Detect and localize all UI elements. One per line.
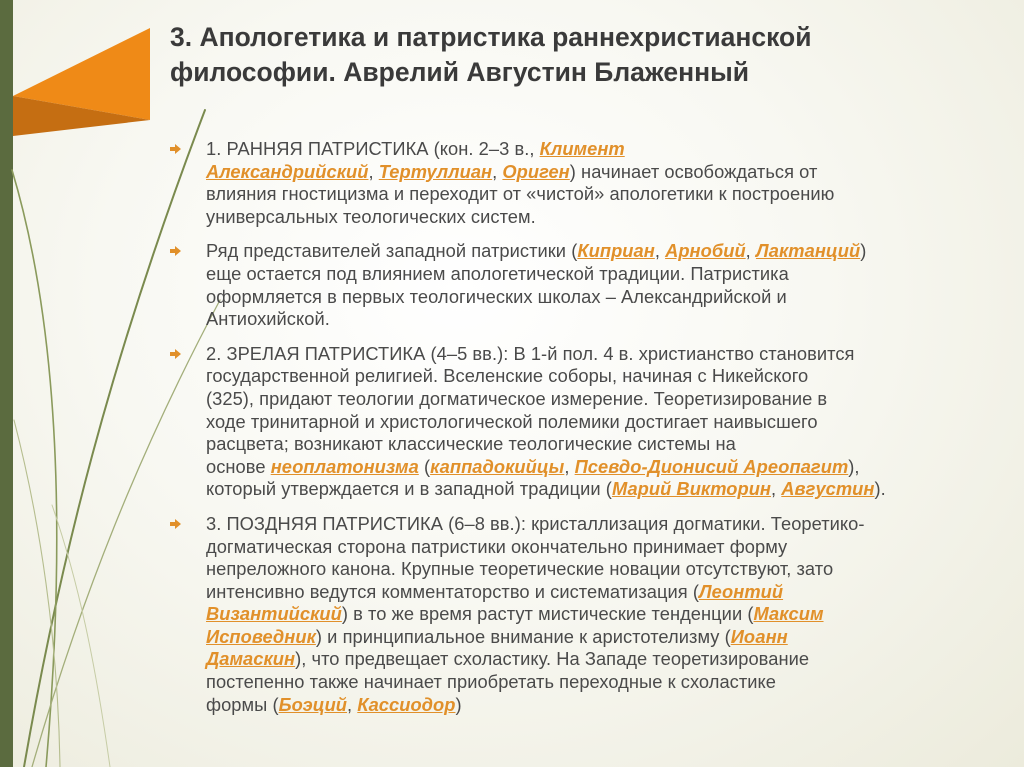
person-link[interactable]: Марий Викторин xyxy=(611,478,772,500)
text-segment: Ряд представителей западной патристики ( xyxy=(206,240,578,262)
text-segment: ( xyxy=(418,455,431,477)
person-link[interactable]: Византийский xyxy=(206,603,342,625)
text-segment: , xyxy=(368,160,379,182)
text-line xyxy=(206,433,980,456)
arrow-bullet-icon xyxy=(170,349,181,359)
text-segment: , xyxy=(564,455,575,477)
text-line xyxy=(206,365,980,388)
text-segment: ) в то же время растут мистические тенденции ( xyxy=(341,603,754,625)
orange-flag-shapes xyxy=(13,28,150,136)
text-line xyxy=(206,240,980,263)
text-line xyxy=(206,388,980,411)
text-line xyxy=(206,603,980,626)
person-link[interactable]: Арнобий xyxy=(665,240,746,262)
text-line xyxy=(206,411,980,434)
text-segment: , xyxy=(492,160,503,182)
bullet-item xyxy=(170,343,980,501)
text-line xyxy=(206,343,980,366)
person-link[interactable]: Тертуллиан xyxy=(378,160,493,182)
text-line xyxy=(206,206,980,229)
text-line xyxy=(206,558,980,581)
text-segment: , xyxy=(771,478,782,500)
bullet-item xyxy=(170,240,980,330)
text-segment: , xyxy=(347,693,358,715)
text-line xyxy=(206,694,980,717)
text-segment: универсальных теологических систем. xyxy=(206,205,536,227)
text-segment: (325), придают теологии догматическое измерение. Теоретизирование в xyxy=(206,387,828,409)
text-segment: 2. ЗРЕЛАЯ ПАТРИСТИКА (4–5 вв.): В 1-й пол. 4 в. христианство становится xyxy=(206,342,855,364)
text-segment: ) и принципиальное внимание к аристотелизму ( xyxy=(315,625,731,647)
arrow-bullet-icon xyxy=(170,519,181,529)
person-link[interactable]: Кассиодор xyxy=(357,693,456,715)
text-segment: формы ( xyxy=(206,693,279,715)
person-link[interactable]: каппадокийцы xyxy=(430,455,565,477)
person-link[interactable]: Климент xyxy=(539,138,625,159)
person-link[interactable]: Ориген xyxy=(502,160,570,182)
title-line-2: философии. Аврелий Августин Блаженный xyxy=(170,57,750,87)
text-line xyxy=(206,513,980,536)
text-line xyxy=(206,456,980,479)
person-link[interactable]: неоплатонизма xyxy=(270,455,419,477)
text-line xyxy=(206,626,980,649)
person-link[interactable]: Дамаскин xyxy=(206,648,296,670)
text-segment: расцвета; возникают классические теологические системы на xyxy=(206,433,736,455)
text-segment: , xyxy=(654,240,666,262)
person-link[interactable]: Псевдо-Дионисий Ареопагит xyxy=(574,455,849,477)
text-segment: интенсивно ведутся комментаторство и систематизация ( xyxy=(206,580,699,602)
text-line xyxy=(206,308,980,331)
text-segment: ходе тринитарной и христологической полемики достигает наивысшего xyxy=(206,410,818,432)
text-segment: 3. ПОЗДНЯЯ ПАТРИСТИКА (6–8 вв.): кристаллизация догматики. Теоретико- xyxy=(206,512,865,534)
text-line xyxy=(206,286,980,309)
person-link[interactable]: Иоанн xyxy=(730,625,788,647)
text-segment: основе xyxy=(206,455,271,477)
text-line xyxy=(206,183,980,206)
text-segment: который утверждается и в западной традиции ( xyxy=(206,478,612,500)
text-segment: 1. РАННЯЯ ПАТРИСТИКА (кон. 2–3 в., xyxy=(206,138,540,159)
text-segment: ), что предвещает схоластику. На Западе теоретизирование xyxy=(295,648,810,670)
text-line xyxy=(206,263,980,286)
text-segment: еще остается под влиянием апологетической традиции. Патристика xyxy=(206,262,789,284)
text-segment: постепенно также начинает приобретать переходные к схоластике xyxy=(206,671,777,693)
text-segment: непреложного канона. Крупные теоретические новации отсутствуют, зато xyxy=(206,558,834,580)
text-line xyxy=(206,648,980,671)
bullet-list xyxy=(170,138,980,728)
bullet-item xyxy=(170,138,980,228)
text-segment: государственной религией. Вселенские соборы, начиная с Никейского xyxy=(206,365,809,387)
person-link[interactable]: Августин xyxy=(781,478,875,500)
text-segment: ). xyxy=(874,478,886,500)
person-link[interactable]: Киприан xyxy=(577,240,655,262)
person-link[interactable]: Исповедник xyxy=(206,625,316,647)
text-line xyxy=(206,536,980,559)
person-link[interactable]: Александрийский xyxy=(206,160,369,182)
person-link[interactable]: Максим xyxy=(753,603,824,625)
text-segment: влияния гностицизма и переходит от «чистой» апологетики к построению xyxy=(206,183,835,205)
text-line xyxy=(206,138,980,161)
arrow-bullet-icon xyxy=(170,246,181,256)
person-link[interactable]: Боэций xyxy=(278,693,348,715)
slide-title xyxy=(170,20,990,90)
bullet-item xyxy=(170,513,980,716)
person-link[interactable]: Леонтий xyxy=(698,580,784,602)
text-line xyxy=(206,581,980,604)
text-segment: , xyxy=(745,240,756,262)
text-line xyxy=(206,478,980,501)
person-link[interactable]: Лактанций xyxy=(755,240,861,262)
text-segment: ) xyxy=(860,240,867,262)
text-segment: оформляется в первых теологических школах – Александрийской и xyxy=(206,285,787,307)
title-line-1: 3. Апологетика и патристика раннехристианской xyxy=(170,22,812,52)
text-line xyxy=(206,161,980,184)
text-segment: ) xyxy=(455,693,462,715)
text-segment: Антиохийской. xyxy=(206,308,330,330)
text-segment: догматическая сторона патристики окончательно принимает форму xyxy=(206,535,788,557)
arrow-bullet-icon xyxy=(170,144,181,154)
text-segment: ) начинает освобождаться от xyxy=(569,160,818,182)
text-segment: ), xyxy=(848,455,860,477)
text-line xyxy=(206,671,980,694)
